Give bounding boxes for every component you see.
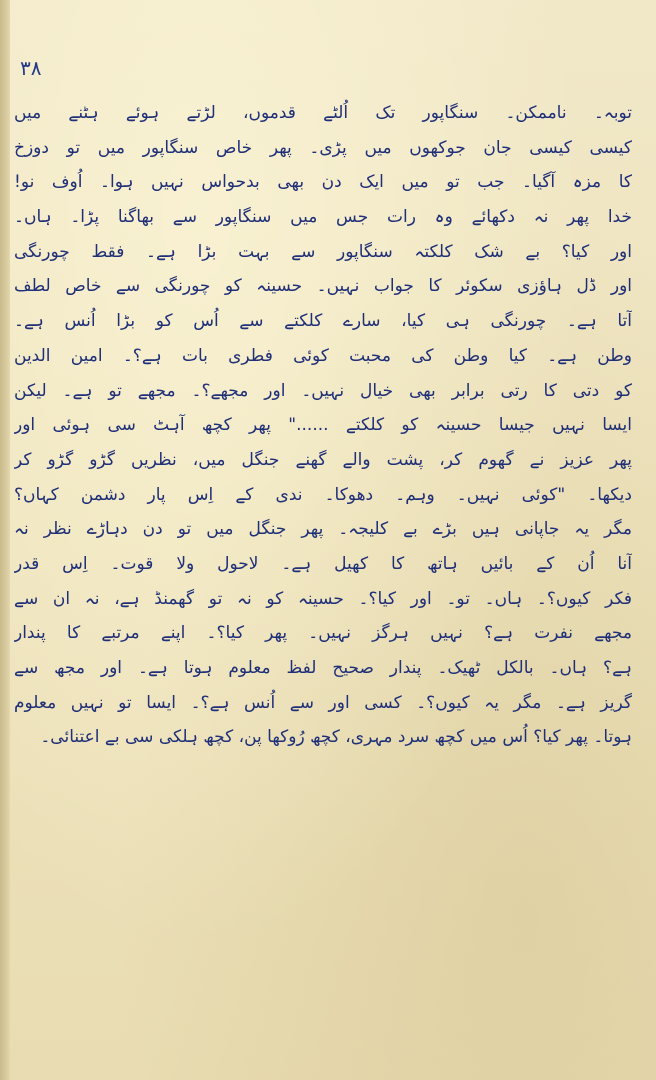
text-line: ایسا نہیں جیسا حسینہ کو کلکتے ......" پھر کچھ آہٹ سی ہوئی اور [14,415,632,436]
page-number: ۳۸ [20,56,42,80]
text-line: وطن ہے۔ کیا وطن کی محبت کوئی فطری بات ہے؟۔ امین الدین [14,345,632,366]
text-line: خدا پھر نہ دکھائے وہ رات جس میں سنگاپور سے بھاگنا پڑا۔ ہاں۔ [14,207,632,228]
text-line: دیکھا۔ "کوئی نہیں۔ وہم۔ دھوکا۔ ندی کے اِس پار دشمن کہاں؟ [14,484,632,505]
text-line: ہوتا۔ پھر کیا؟ اُس میں کچھ سرد مہری، کچھ رُوکھا پن، کچھ ہلکی سی بے اعتنائی۔ [40,727,632,748]
text-line: پھر عزیز نے گھوم کر، پشت والے گھنے جنگل میں، نظریں گڑو گڑو کر [14,449,632,470]
text-line: کا مزہ آگیا۔ جب تو میں ایک دن بھی بدحواس نہیں ہوا۔ اُوف نو! [14,172,632,193]
text-line: مجھے نفرت ہے؟ نہیں ہرگز نہیں۔ پھر کیا؟۔ اپنے مرتبے کا پندار [14,623,632,644]
text-line: کو دتی کا رتی برابر بھی خیال نہیں۔ اور مجھے؟۔ مجھے تو ہے۔ لیکن [14,380,632,401]
urdu-text-block [14,96,632,755]
text-line: اور کیا؟ بے شک کلکتہ سنگاپور سے بہت بڑا ہے۔ فقط چورنگی [14,241,632,262]
text-line: گریز ہے۔ مگر یہ کیوں؟۔ کسی اور سے اُنس ہے؟۔ ایسا تو نہیں معلوم [14,692,632,713]
text-line: آنا اُن کے بائیں ہاتھ کا کھیل ہے۔ لاحول ولا قوت۔ اِس قدر [14,553,632,574]
text-line: آتا ہے۔ چورنگی ہی کیا، سارے کلکتے سے اُس کو بڑا اُنس ہے۔ [14,311,632,332]
text-line: توبہ۔ ناممکن۔ سنگاپور تک اُلٹے قدموں، لڑتے ہوئے ہٹنے میں [14,103,632,123]
text-line: اور ڈل ہاؤزی سکوئر کا جواب نہیں۔ حسینہ کو چورنگی سے خاص لطف [14,276,632,297]
text-line: مگر یہ جاپانی ہیں بڑے بے کلیجہ۔ پھر جنگل میں تو دن دہاڑے نظر نہ [14,519,632,540]
text-line: کیسی کیسی جان جوکھوں میں پڑی۔ پھر خاص سنگاپور میں تو دوزخ [14,137,632,158]
text-line: ہے؟ ہاں۔ بالکل ٹھیک۔ پندار صحیح لفظ معلوم ہوتا ہے۔ اور مجھ سے [14,658,632,678]
text-line: فکر کیوں؟۔ ہاں۔ تو۔ اور کیا؟۔ حسینہ کو نہ تو گھمنڈ ہے، نہ ان سے [14,588,632,609]
page-binding-edge [0,0,10,1080]
